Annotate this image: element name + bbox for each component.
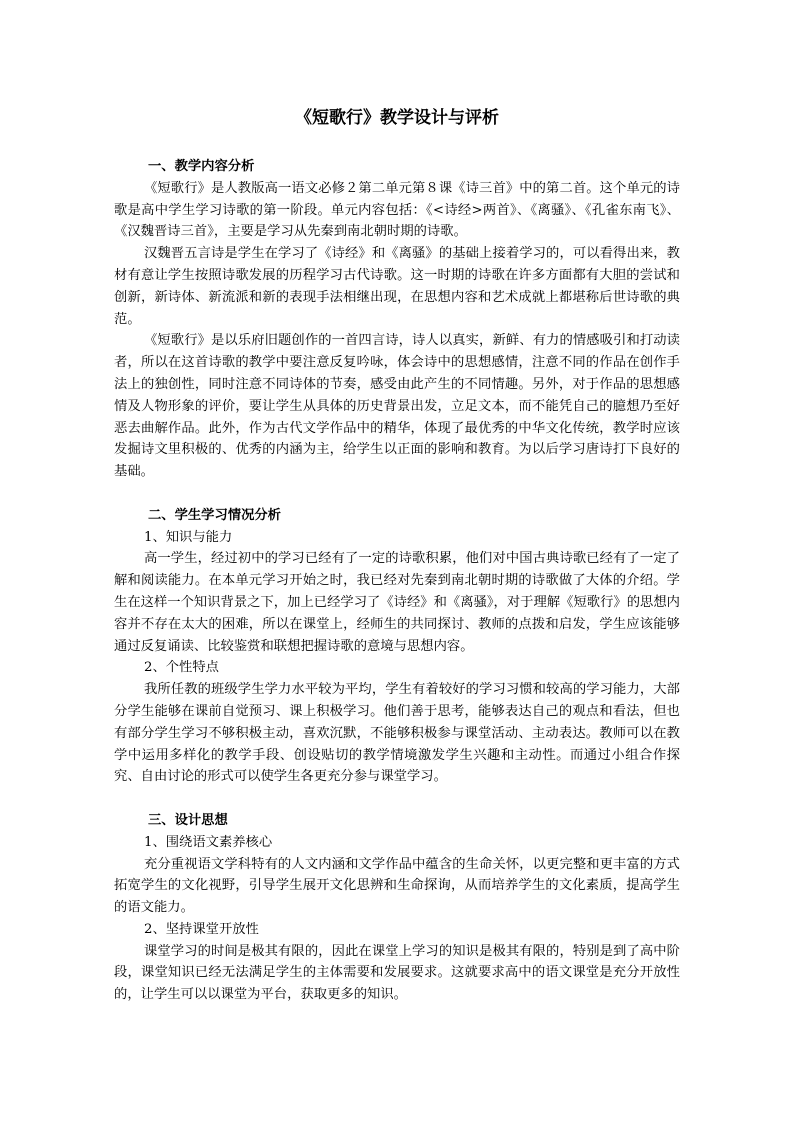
subheading: 1、围绕语文素养核心 <box>144 834 273 850</box>
document-body <box>114 156 680 1006</box>
paragraph: 我所任教的班级学生学力水平较为平均，学生有着较好的学习习惯和较高的学习能力，大部分学生能够在课前自觉预习、课上积极学习。他们善于思考，能够表达自己的观点和看法，但也有部分学生学习不够积极主动，喜欢沉默，不能够积极参与课堂活动、主动表达。教师可以在教学中运用多样化的教学手段、创设贴切的教学情境激发学生兴趣和主动性。而通过小组合作探究、自由讨论的形式可以使学生各更充分参与课堂学习。 <box>114 682 680 785</box>
subheading: 2、个性特点 <box>144 660 219 676</box>
section-spacer <box>114 483 680 505</box>
paragraph: 汉魏晋五言诗是学生在学习了《诗经》和《离骚》的基础上接着学习的，可以看得出来，教材有意让学生按照诗歌发展的历程学习古代诗歌。这一时期的诗歌在许多方面都有大胆的尝试和创新，新诗体、新流派和新的表现手法相继出现，在思想内容和艺术成就上都堪称后世诗歌的典范。 <box>114 246 680 327</box>
paragraph: 充分重视语文学科特有的人文内涵和文学作品中蕴含的生命关怀，以更完整和更丰富的方式拓宽学生的文化视野，引导学生展开文化思辨和生命探询，从而培养学生的文化素质，提高学生的语文能力。 <box>114 856 680 916</box>
section-heading: 二、学生学习情况分析 <box>148 507 281 523</box>
section-spacer <box>114 788 680 810</box>
section-student-analysis <box>114 505 680 788</box>
paragraph: 高一学生，经过初中的学习已经有了一定的诗歌积累，他们对中国古典诗歌已经有了一定了解和阅读能力。在本单元学习开始之时，我已经对先秦到南北朝时期的诗歌做了大体的介绍。学生在这样一个知识背景之下，加上已经学习了《诗经》和《离骚》，对于理解《短歌行》的思想内容并不存在太大的困难，所以在课堂上，经师生的共同探讨、教师的点拨和启发，学生应该能够通过反复诵读、比较鉴赏和联想把握诗歌的意境与思想内容。 <box>114 551 680 654</box>
subheading: 2、坚持课堂开放性 <box>144 921 259 937</box>
paragraph: 《短歌行》是人教版高一语文必修２第二单元第８课《诗三首》中的第二首。这个单元的诗歌是高中学生学习诗歌的第一阶段。单元内容包括：《<诗经>两首》、《离骚》、《孔雀东南飞》、《汉魏晋诗三首》，主要是学习从先秦到南北朝时期的诗歌。 <box>114 180 680 240</box>
document-title: 《短歌行》教学设计与评析 <box>295 108 499 128</box>
paragraph: 课堂学习的时间是极其有限的，因此在课堂上学习的知识是极其有限的，特别是到了高中阶段，课堂知识已经无法满足学生的主体需要和发展要求。这就要求高中的语文课堂是充分开放性的，让学生可以以课堂为平台，获取更多的知识。 <box>114 943 680 1003</box>
section-heading: 三、设计思想 <box>148 812 228 828</box>
section-heading: 一、教学内容分析 <box>148 159 255 174</box>
paragraph: 《短歌行》是以乐府旧题创作的一首四言诗，诗人以真实，新鲜、有力的情感吸引和打动读者，所以在这首诗歌的教学中要注意反复吟咏，体会诗中的思想感情，注意不同的作品在创作手法上的独创性，同时注意不同诗体的节奏，感受由此产生的不同情趣。另外，对于作品的思想感情及人物形象的评价，要让学生从具体的历史背景出发，立足文本，而不能凭自己的臆想乃至好恶去曲解作品。此外，作为古代文学作品中的精华，体现了最优秀的中华文化传统，教学时应该发掘诗文里积极的、优秀的内涵为主，给学生以正面的影响和教育。为以后学习唐诗打下良好的基础。 <box>114 333 680 480</box>
section-design-thinking <box>114 810 680 1006</box>
section-content-analysis <box>114 156 680 483</box>
subheading: 1、知识与能力 <box>144 529 233 545</box>
